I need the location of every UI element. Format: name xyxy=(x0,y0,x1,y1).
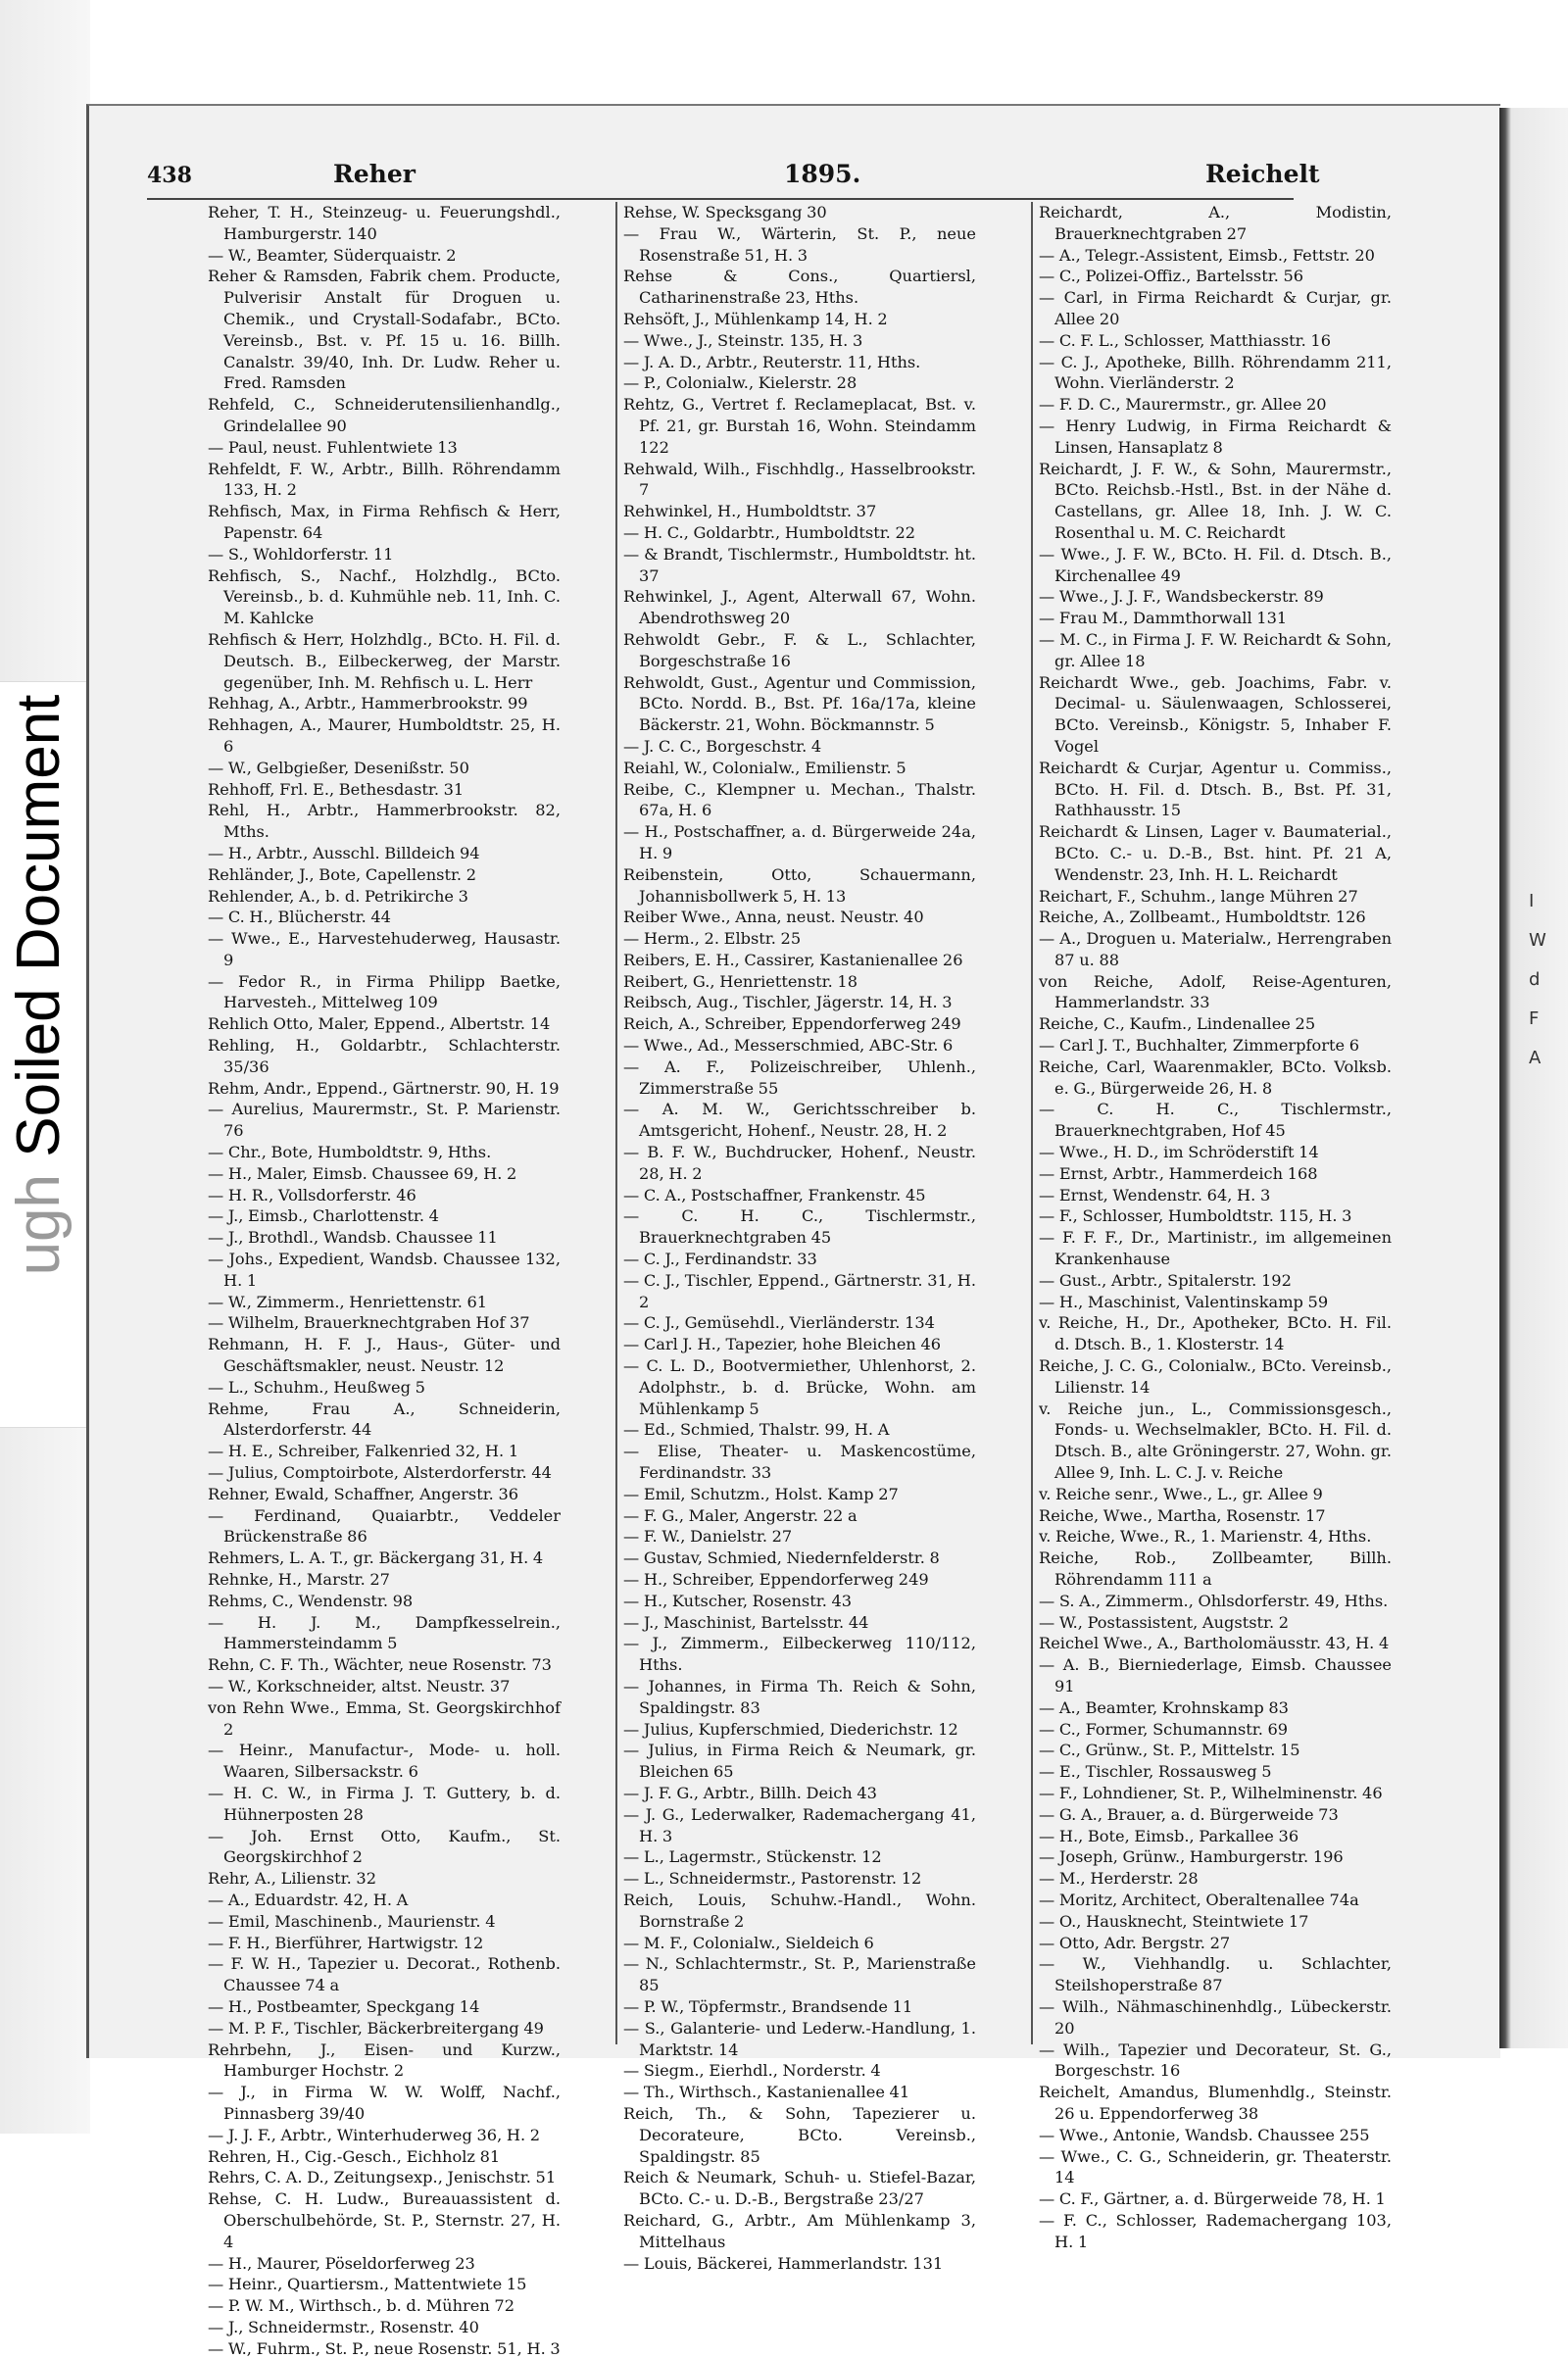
directory-entry: — H., Maurer, Pöseldorferweg 23 xyxy=(208,2253,475,2273)
edge-fragment: d xyxy=(1529,969,1541,990)
directory-entry: Rehm, Andr., Eppend., Gärtnerstr. 90, H. 19 xyxy=(208,1078,560,1098)
directory-entry: — F., Lohndiener, St. P., Wilhelminenstr. 46 xyxy=(1039,1783,1383,1802)
directory-entry: — F. H., Bierführer, Hartwigstr. 12 xyxy=(208,1933,484,1952)
running-head xyxy=(147,160,1320,197)
directory-entry: Reich, Th., & Sohn, Tapezierer u. Decorateure, BCto. Vereinsb., Spaldingstr. 85 xyxy=(623,2103,976,2166)
directory-entry: — Carl J. H., Tapezier, hohe Bleichen 46 xyxy=(623,1335,942,1354)
directory-entry: — J. F. G., Arbtr., Billh. Deich 43 xyxy=(623,1783,877,1802)
directory-entry: — Fedor R., in Firma Philipp Baetke, Harvesteh., Mittelweg 109 xyxy=(208,971,561,1012)
directory-entry: — Wilhelm, Brauerknechtgraben Hof 37 xyxy=(208,1313,530,1333)
directory-entry: — M. P. F., Tischler, Bäckerbreitergang 49 xyxy=(208,2018,544,2038)
directory-entry: — Joseph, Grünw., Hamburgerstr. 196 xyxy=(1039,1847,1344,1867)
directory-entry: Rehfisch, Max, in Firma Rehfisch & Herr, Papenstr. 64 xyxy=(208,502,561,542)
directory-entry: — Siegm., Eierhdl., Norderstr. 4 xyxy=(623,2061,881,2081)
stamp-text: Soiled Document xyxy=(5,694,73,1157)
directory-entry: v. Reiche, H., Dr., Apotheker, BCto. H. Fil. d. Dtsch. B., 1. Klosterstr. 14 xyxy=(1039,1313,1392,1354)
directory-entry: — L., Lagermstr., Stückenstr. 12 xyxy=(623,1847,882,1867)
directory-entry: Reibert, G., Henriettenstr. 18 xyxy=(623,971,858,991)
directory-entry: von Rehn Wwe., Emma, St. Georgskirchhof 2 xyxy=(208,1697,561,1739)
directory-entry: — A., Beamter, Krohnskamp 83 xyxy=(1039,1697,1289,1717)
directory-entry: — Frau W., Wärterin, St. P., neue Rosenstraße 51, H. 3 xyxy=(623,223,976,265)
directory-entry: — H., Maschinist, Valentinskamp 59 xyxy=(1039,1292,1329,1311)
directory-entry: — Carl, in Firma Reichardt & Curjar, gr. Allee 20 xyxy=(1039,288,1392,328)
directory-entry: Reichardt, A., Modistin, Brauerknechtgraben 27 xyxy=(1039,203,1392,243)
directory-entry: — F. G., Maler, Angerstr. 22 a xyxy=(623,1505,858,1525)
directory-entry: — L., Schneidermstr., Pastorenstr. 12 xyxy=(623,1869,922,1889)
directory-entry: Reibenstein, Otto, Schauermann, Johannisbollwerk 5, H. 13 xyxy=(623,864,976,906)
directory-entry: — Ernst, Wendenstr. 64, H. 3 xyxy=(1039,1185,1271,1204)
directory-column-3 xyxy=(1039,202,1392,2251)
directory-entry: — Gust., Arbtr., Spitalerstr. 192 xyxy=(1039,1270,1292,1290)
directory-entry: — M. F., Colonialw., Sieldeich 6 xyxy=(623,1933,874,1952)
directory-entry: — L., Schuhm., Heußweg 5 xyxy=(208,1377,425,1397)
next-page-fragments xyxy=(1529,882,1568,1078)
directory-entry: — Wwe., J. J. F., Wandsbeckerstr. 89 xyxy=(1039,587,1324,607)
directory-entry: — Heinr., Manufactur-, Mode- u. holl. Waaren, Silbersackstr. 6 xyxy=(208,1741,561,1782)
directory-entry: — Herm., 2. Elbstr. 25 xyxy=(623,929,802,949)
directory-entry: — Joh. Ernst Otto, Kaufm., St. Georgskirchhof 2 xyxy=(208,1826,561,1867)
directory-entry: Rehse, C. H. Ludw., Bureauassistent d. Oberschulbehörde, St. P., Sternstr. 27, H. 4 xyxy=(208,2189,561,2251)
directory-entry: Reichardt, J. F. W., & Sohn, Maurermstr., BCto. Reichsb.-Hstl., Bst. in der Nähe d. Castellans, gr. Allee 18, Inh. J. W. C. Rosenthal u. M. C. Reichardt xyxy=(1039,459,1392,542)
directory-entry: Rehr, A., Lilienstr. 32 xyxy=(208,1869,377,1889)
directory-entry: Rehwoldt, Gust., Agentur und Commission, BCto. Nordd. B., Bst. Pf. 16a/17a, kleine Bäckerstr. 21, Wohn. Böckmannstr. 5 xyxy=(623,672,976,735)
directory-entry: Rehl, H., Arbtr., Hammerbrookstr. 82, Mths. xyxy=(208,801,561,842)
directory-entry: — H. C. W., in Firma J. T. Guttery, b. d. Hühnerposten 28 xyxy=(208,1783,561,1824)
directory-year: 1895. xyxy=(784,160,861,188)
directory-entry: Rehren, H., Cig.-Gesch., Eichholz 81 xyxy=(208,2146,501,2166)
directory-entry: — H. R., Vollsdorferstr. 46 xyxy=(208,1185,416,1204)
directory-entry: Reibsch, Aug., Tischler, Jägerstr. 14, H. 3 xyxy=(623,993,953,1012)
directory-entry: Reichel Wwe., A., Bartholomäusstr. 43, H. 4 xyxy=(1039,1634,1390,1653)
directory-entry: Reibers, E. H., Cassirer, Kastanienallee 26 xyxy=(623,950,963,969)
directory-entry: Rehwinkel, J., Agent, Alterwall 67, Wohn. Abendrothsweg 20 xyxy=(623,587,976,628)
directory-entry: Rehsöft, J., Mühlenkamp 14, H. 2 xyxy=(623,309,888,328)
directory-entry: — J., in Firma W. W. Wolff, Nachf., Pinnasberg 39/40 xyxy=(208,2083,561,2123)
directory-entry: — Wwe., J., Steinstr. 135, H. 3 xyxy=(623,330,863,350)
soiled-document-stamp xyxy=(0,397,83,1573)
directory-entry: Rehwoldt Gebr., F. & L., Schlachter, Borgeschstraße 16 xyxy=(623,629,976,670)
directory-entry: Reiche, C., Kaufm., Lindenallee 25 xyxy=(1039,1014,1316,1034)
directory-entry: Reiche, Wwe., Martha, Rosenstr. 17 xyxy=(1039,1505,1326,1525)
directory-entry: — Ferdinand, Quaiarbtr., Veddeler Brückenstraße 86 xyxy=(208,1505,561,1547)
directory-entry: Reiahl, W., Colonialw., Emilienstr. 5 xyxy=(623,758,906,777)
directory-entry: Reich, Louis, Schuhw.-Handl., Wohn. Bornstraße 2 xyxy=(623,1890,976,1931)
directory-entry: — Wwe., C. G., Schneiderin, gr. Theaterstr. 14 xyxy=(1039,2146,1392,2187)
directory-entry: — H., Postschaffner, a. d. Bürgerweide 24a, H. 9 xyxy=(623,822,976,862)
directory-entry: — Louis, Bäckerei, Hammerlandstr. 131 xyxy=(623,2253,944,2273)
directory-entry: — Ed., Schmied, Thalstr. 99, H. A xyxy=(623,1420,890,1440)
directory-entry: Rehms, C., Wendenstr. 98 xyxy=(208,1591,414,1610)
directory-entry: Rehhag, A., Arbtr., Hammerbrookstr. 99 xyxy=(208,694,528,713)
directory-entry: — J. J. F., Arbtr., Winterhuderweg 36, H. 2 xyxy=(208,2125,541,2144)
right-guide-word: Reichelt xyxy=(1205,160,1320,188)
directory-entry: — C. J., Ferdinandstr. 33 xyxy=(623,1250,817,1269)
directory-entry: v. Reiche, Wwe., R., 1. Marienstr. 4, Hths. xyxy=(1039,1527,1372,1547)
directory-entry: — Otto, Adr. Bergstr. 27 xyxy=(1039,1933,1231,1952)
directory-entry: Rehmers, L. A. T., gr. Bäckergang 31, H. 4 xyxy=(208,1548,544,1568)
directory-entry: von Reiche, Adolf, Reise-Agenturen, Hammerlandstr. 33 xyxy=(1039,971,1392,1012)
directory-entry: — C. J., Apotheke, Billh. Röhrendamm 211, Wohn. Vierländerstr. 2 xyxy=(1039,352,1392,393)
directory-entry: — Wilh., Tapezier und Decorateur, St. G., Borgeschstr. 16 xyxy=(1039,2040,1392,2081)
stamp-faint-text: ugh xyxy=(5,1173,73,1276)
directory-entry: — M. C., in Firma J. F. W. Reichardt & Sohn, gr. Allee 18 xyxy=(1039,629,1392,670)
directory-entry: Reiche, A., Zollbeamt., Humboldtstr. 126 xyxy=(1039,908,1366,927)
directory-entry: — G. A., Brauer, a. d. Bürgerweide 73 xyxy=(1039,1804,1339,1824)
directory-entry: — Gustav, Schmied, Niedernfelderstr. 8 xyxy=(623,1548,940,1568)
directory-entry: Rehländer, J., Bote, Capellenstr. 2 xyxy=(208,864,477,884)
directory-entry: Reichardt & Curjar, Agentur u. Commiss., BCto. H. Fil. d. Dtsch. B., Bst. Pf. 31, Rathhausstr. 15 xyxy=(1039,758,1392,820)
directory-entry: — W., Viehhandlg. u. Schlachter, Steilshoperstraße 87 xyxy=(1039,1954,1392,1995)
directory-entry: — Elise, Theater- u. Maskencostüme, Ferdinandstr. 33 xyxy=(623,1442,976,1483)
directory-entry: Rehner, Ewald, Schaffner, Angerstr. 36 xyxy=(208,1484,519,1503)
directory-entry: Reichelt, Amandus, Blumenhdlg., Steinstr. 26 u. Eppendorferweg 38 xyxy=(1039,2083,1392,2123)
directory-entry: — Emil, Maschinenb., Maurienstr. 4 xyxy=(208,1911,496,1931)
directory-entry: — J., Eimsb., Charlottenstr. 4 xyxy=(208,1206,439,1226)
directory-entry: — A., Droguen u. Materialw., Herrengraben 87 u. 88 xyxy=(1039,929,1392,969)
directory-entry: — Julius, Comptoirbote, Alsterdorferstr. 44 xyxy=(208,1463,552,1483)
directory-entry: — W., Gelbgießer, Desenißstr. 50 xyxy=(208,758,469,777)
directory-entry: — M., Herderstr. 28 xyxy=(1039,1869,1199,1889)
directory-entry: — Julius, in Firma Reich & Neumark, gr. Bleichen 65 xyxy=(623,1741,976,1782)
directory-entry: — H., Schreiber, Eppendorferweg 249 xyxy=(623,1570,929,1589)
directory-entry: — C. F. L., Schlosser, Matthiasstr. 16 xyxy=(1039,330,1332,350)
directory-entry: — J., Schneidermstr., Rosenstr. 40 xyxy=(208,2317,479,2336)
directory-entry: — H. C., Goldarbtr., Humboldtstr. 22 xyxy=(623,522,916,542)
directory-entry: Reichard, G., Arbtr., Am Mühlenkamp 3, Mittelhaus xyxy=(623,2210,976,2251)
directory-entry: — Wwe., J. F. W., BCto. H. Fil. d. Dtsch. B., Kirchenallee 49 xyxy=(1039,544,1392,585)
directory-entry: — & Brandt, Tischlermstr., Humboldtstr. ht. 37 xyxy=(623,544,976,585)
directory-entry: — F. W., Danielstr. 27 xyxy=(623,1527,793,1547)
directory-entry: Rehling, H., Goldarbtr., Schlachterstr. 35/36 xyxy=(208,1036,561,1076)
directory-entry: — H., Arbtr., Ausschl. Billdeich 94 xyxy=(208,843,480,862)
directory-entry: — Wilh., Nähmaschinenhdlg., Lübeckerstr. 20 xyxy=(1039,1996,1392,2038)
column-divider xyxy=(615,202,617,2044)
directory-entry: Reichart, F., Schuhm., lange Mühren 27 xyxy=(1039,886,1358,906)
directory-entry: — C. L. D., Bootvermiether, Uhlenhorst, 2. Adolphstr., b. d. Brücke, Wohn. am Mühlenkamp 5 xyxy=(623,1356,976,1418)
directory-entry: — A. F., Polizeischreiber, Uhlenh., Zimmerstraße 55 xyxy=(623,1057,976,1098)
directory-entry: Reich, A., Schreiber, Eppendorferweg 249 xyxy=(623,1014,961,1034)
directory-entry: — W., Beamter, Süderquaistr. 2 xyxy=(208,245,457,265)
directory-entry: — N., Schlachtermstr., St. P., Marienstraße 85 xyxy=(623,1954,976,1995)
directory-entry: — C., Grünw., St. P., Mittelstr. 15 xyxy=(1039,1741,1300,1760)
directory-entry: Reibe, C., Klempner u. Mechan., Thalstr. 67a, H. 6 xyxy=(623,779,976,820)
directory-entry: — J. A. D., Arbtr., Reuterstr. 11, Hths. xyxy=(623,352,921,371)
directory-entry: — Henry Ludwig, in Firma Reichardt & Linsen, Hansaplatz 8 xyxy=(1039,416,1392,457)
header-rule xyxy=(147,198,1294,200)
directory-entry: — Paul, neust. Fuhlentwiete 13 xyxy=(208,437,458,457)
directory-entry: Rehn, C. F. Th., Wächter, neue Rosenstr. 73 xyxy=(208,1655,552,1675)
page-number: 438 xyxy=(147,163,192,188)
directory-entry: Rehse, W. Specksgang 30 xyxy=(623,203,827,221)
directory-entry: — J. G., Lederwalker, Rademachergang 41, H. 3 xyxy=(623,1804,976,1845)
edge-fragment: W xyxy=(1529,930,1546,951)
column-divider xyxy=(1031,202,1033,2044)
directory-entry: — H., Bote, Eimsb., Parkallee 36 xyxy=(1039,1826,1299,1845)
directory-entry: Reiche, J. C. G., Colonialw., BCto. Vereinsb., Lilienstr. 14 xyxy=(1039,1356,1392,1397)
directory-entry: Reich & Neumark, Schuh- u. Stiefel-Bazar, BCto. C.- u. D.-B., Bergstraße 23/27 xyxy=(623,2168,976,2209)
directory-entry: Reiche, Rob., Zollbeamter, Billh. Röhrendamm 111 a xyxy=(1039,1548,1392,1589)
directory-entry: — S., Galanterie- und Lederw.-Handlung, 1. Marktstr. 14 xyxy=(623,2018,976,2059)
directory-entry: — H., Maler, Eimsb. Chaussee 69, H. 2 xyxy=(208,1163,517,1183)
directory-entry: Rehfisch, S., Nachf., Holzhdlg., BCto. Vereinsb., b. d. Kuhmühle neb. 11, Inh. C. M. Kahlcke xyxy=(208,565,561,628)
directory-entry: — Heinr., Quartiersm., Mattentwiete 15 xyxy=(208,2275,527,2294)
directory-entry: Reichardt & Linsen, Lager v. Baumaterial., BCto. C.- u. D.-B., Bst. hint. Pf. 21 A, Wendenstr. 23, Inh. H. L. Reichardt xyxy=(1039,822,1392,884)
directory-entry: — Wwe., Ad., Messerschmied, ABC-Str. 6 xyxy=(623,1036,954,1056)
directory-entry: — C., Polizei-Offiz., Bartelsstr. 56 xyxy=(1039,267,1304,286)
directory-entry: Rehme, Frau A., Schneiderin, Alsterdorferstr. 44 xyxy=(208,1399,561,1440)
directory-entry: — Aurelius, Maurermstr., St. P. Marienstr. 76 xyxy=(208,1100,561,1141)
directory-entry: Rehhoff, Frl. E., Bethesdastr. 31 xyxy=(208,779,465,799)
directory-entry: — A. B., Bierniederlage, Eimsb. Chaussee 91 xyxy=(1039,1655,1392,1696)
directory-entry: — B. F. W., Buchdrucker, Hohenf., Neustr. 28, H. 2 xyxy=(623,1143,976,1183)
directory-entry: Rehrs, C. A. D., Zeitungsexp., Jenischstr. 51 xyxy=(208,2168,557,2187)
directory-entry: — Wwe., Antonie, Wandsb. Chaussee 255 xyxy=(1039,2125,1370,2144)
directory-entry: — F., Schlosser, Humboldtstr. 115, H. 3 xyxy=(1039,1206,1352,1226)
directory-entry: — Johs., Expedient, Wandsb. Chaussee 132, H. 1 xyxy=(208,1250,561,1290)
edge-fragment: A xyxy=(1529,1048,1542,1068)
directory-entry: Rehlender, A., b. d. Petrikirche 3 xyxy=(208,886,468,906)
next-page-edge xyxy=(1499,108,1568,2048)
directory-entry: Reichardt Wwe., geb. Joachims, Fabr. v. Decimal- u. Säulenwaagen, Schlosserei, BCto. Vereinsb., Königstr. 5, Inhaber F. Vogel xyxy=(1039,672,1392,756)
directory-entry: — C. F., Gärtner, a. d. Bürgerweide 78, H. 1 xyxy=(1039,2189,1386,2209)
directory-column-2 xyxy=(623,202,976,2273)
directory-entry: v. Reiche jun., L., Commissionsgesch., Fonds- u. Wechselmakler, BCto. H. Fil. d. Dtsch. B., alte Gröningerstr. 27, Wohn. gr. Allee 9, Inh. L. C. J. v. Reiche xyxy=(1039,1399,1392,1483)
directory-entry: — C. A., Postschaffner, Frankenstr. 45 xyxy=(623,1185,926,1204)
directory-entry: v. Reiche senr., Wwe., L., gr. Allee 9 xyxy=(1039,1484,1323,1503)
directory-entry: — J., Maschinist, Bartelsstr. 44 xyxy=(623,1612,869,1632)
directory-entry: Rehwinkel, H., Humboldtstr. 37 xyxy=(623,502,877,521)
directory-entry: — C., Former, Schumannstr. 69 xyxy=(1039,1719,1289,1739)
directory-entry: — W., Postassistent, Augststr. 2 xyxy=(1039,1612,1290,1632)
directory-entry: — W., Fuhrm., St. P., neue Rosenstr. 51, H. 3 xyxy=(208,2338,561,2358)
directory-entry: — P., Colonialw., Kielerstr. 28 xyxy=(623,373,858,393)
directory-entry: — P. W., Töpfermstr., Brandsende 11 xyxy=(623,1996,913,2016)
directory-entry: — W., Korkschneider, altst. Neustr. 37 xyxy=(208,1676,511,1696)
directory-entry: — O., Hausknecht, Steintwiete 17 xyxy=(1039,1911,1309,1931)
directory-entry: — H. E., Schreiber, Falkenried 32, H. 1 xyxy=(208,1442,519,1461)
directory-entry: — Moritz, Architect, Oberaltenallee 74a xyxy=(1039,1890,1359,1909)
edge-fragment: F xyxy=(1529,1008,1540,1029)
directory-entry: — Chr., Bote, Humboldtstr. 9, Hths. xyxy=(208,1143,492,1162)
directory-entry: — A. M. W., Gerichtsschreiber b. Amtsgericht, Hohenf., Neustr. 28, H. 2 xyxy=(623,1100,976,1141)
directory-entry: — F. F. F., Dr., Martinistr., im allgemeinen Krankenhause xyxy=(1039,1228,1392,1269)
directory-entry: — S., Wohldorferstr. 11 xyxy=(208,544,394,564)
directory-entry: — Th., Wirthsch., Kastanienallee 41 xyxy=(623,2083,910,2102)
directory-entry: — Julius, Kupferschmied, Diederichstr. 12 xyxy=(623,1719,958,1739)
directory-entry: — Ernst, Arbtr., Hammerdeich 168 xyxy=(1039,1163,1318,1183)
directory-entry: Rehfisch & Herr, Holzhdlg., BCto. H. Fil. d. Deutsch. B., Eilbeckerweg, der Marstr. gegenüber, Inh. M. Rehfisch u. L. Herr xyxy=(208,629,561,692)
directory-entry: — P. W. M., Wirthsch., b. d. Mühren 72 xyxy=(208,2296,514,2316)
directory-entry: — C. H., Blücherstr. 44 xyxy=(208,908,391,927)
directory-entry: Reher & Ramsden, Fabrik chem. Producte, Pulverisir Anstalt für Droguen u. Chemik., und Crystall-Sodafabr., BCto. Vereinsb., Bst. v. Pf. 15 u. 16. Billh. Canalstr. 39/40, Inh. Dr. Ludw. Reher u. Fred. Ramsden xyxy=(208,267,561,393)
directory-column-1 xyxy=(208,202,561,2358)
directory-entry: — F. D. C., Maurermstr., gr. Allee 20 xyxy=(1039,395,1327,415)
directory-entry: — J. C. C., Borgeschstr. 4 xyxy=(623,736,822,756)
directory-entry: — H., Kutscher, Rosenstr. 43 xyxy=(623,1591,853,1610)
directory-entry: — C. H. C., Tischlermstr., Brauerknechtgraben 45 xyxy=(623,1206,976,1248)
directory-entry: — C. J., Tischler, Eppend., Gärtnerstr. 31, H. 2 xyxy=(623,1270,976,1311)
directory-entry: — J., Zimmerm., Eilbeckerweg 110/112, Hths. xyxy=(623,1634,976,1675)
directory-entry: Reiche, Carl, Waarenmakler, BCto. Volksb. e. G., Bürgerweide 26, H. 8 xyxy=(1039,1057,1392,1098)
left-guide-word: Reher xyxy=(333,160,416,188)
directory-entry: — H. J. M., Dampfkesselrein., Hammersteindamm 5 xyxy=(208,1612,561,1653)
directory-entry: Rehhagen, A., Maurer, Humboldtstr. 25, H. 6 xyxy=(208,715,561,756)
directory-entry: Rehnke, H., Marstr. 27 xyxy=(208,1570,390,1589)
directory-entry: — Carl J. T., Buchhalter, Zimmerpforte 6 xyxy=(1039,1036,1360,1056)
directory-entry: Rehrbehn, J., Eisen- und Kurzw., Hamburger Hochstr. 2 xyxy=(208,2040,561,2081)
directory-entry: — Wwe., H. D., im Schröderstift 14 xyxy=(1039,1143,1319,1162)
directory-entry: — A., Telegr.-Assistent, Eimsb., Fettstr. 20 xyxy=(1039,245,1375,265)
directory-entry: — A., Eduardstr. 42, H. A xyxy=(208,1890,409,1909)
directory-entry: Rehse & Cons., Quartiersl, Catharinenstraße 23, Hths. xyxy=(623,267,976,308)
directory-entry: Rehfeldt, F. W., Arbtr., Billh. Röhrendamm 133, H. 2 xyxy=(208,459,561,500)
directory-entry: — W., Zimmerm., Henriettenstr. 61 xyxy=(208,1292,488,1311)
directory-entry: — F. W. H., Tapezier u. Decorat., Rothenb. Chaussee 74 a xyxy=(208,1954,561,1995)
directory-entry: Reher, T. H., Steinzeug- u. Feuerungshdl., Hamburgerstr. 140 xyxy=(208,203,561,243)
directory-entry: — S. A., Zimmerm., Ohlsdorferstr. 49, Hths. xyxy=(1039,1591,1389,1610)
directory-entry: Rehwald, Wilh., Fischhdlg., Hasselbrookstr. 7 xyxy=(623,459,976,500)
directory-entry: — J., Brothdl., Wandsb. Chaussee 11 xyxy=(208,1228,498,1248)
directory-entry: Reiber Wwe., Anna, neust. Neustr. 40 xyxy=(623,908,924,927)
directory-entry: — Emil, Schutzm., Holst. Kamp 27 xyxy=(623,1484,899,1503)
directory-entry: — Wwe., E., Harvestehuderweg, Hausastr. 9 xyxy=(208,929,561,969)
directory-entry: — H., Postbeamter, Speckgang 14 xyxy=(208,1996,480,2016)
directory-entry: — F. C., Schlosser, Rademachergang 103, H. 1 xyxy=(1039,2210,1392,2251)
directory-entry: Rehmann, H. F. J., Haus-, Güter- und Geschäftsmakler, neust. Neustr. 12 xyxy=(208,1335,561,1376)
directory-entry: — C. J., Gemüsehdl., Vierländerstr. 134 xyxy=(623,1313,935,1333)
edge-fragment: I xyxy=(1529,891,1535,911)
directory-entry: Rehtz, G., Vertret f. Reclameplacat, Bst. v. Pf. 21, gr. Burstah 16, Wohn. Steindamm 122 xyxy=(623,395,976,457)
directory-entry: — C. H. C., Tischlermstr., Brauerknechtgraben, Hof 45 xyxy=(1039,1100,1392,1141)
directory-entry: — Frau M., Dammthorwall 131 xyxy=(1039,609,1288,628)
directory-entry: Rehfeld, C., Schneiderutensilienhandlg., Grindelallee 90 xyxy=(208,395,561,435)
directory-entry: Rehlich Otto, Maler, Eppend., Albertstr. 14 xyxy=(208,1014,551,1034)
directory-entry: — Johannes, in Firma Th. Reich & Sohn, Spaldingstr. 83 xyxy=(623,1676,976,1717)
directory-entry: — E., Tischler, Rossausweg 5 xyxy=(1039,1762,1272,1782)
